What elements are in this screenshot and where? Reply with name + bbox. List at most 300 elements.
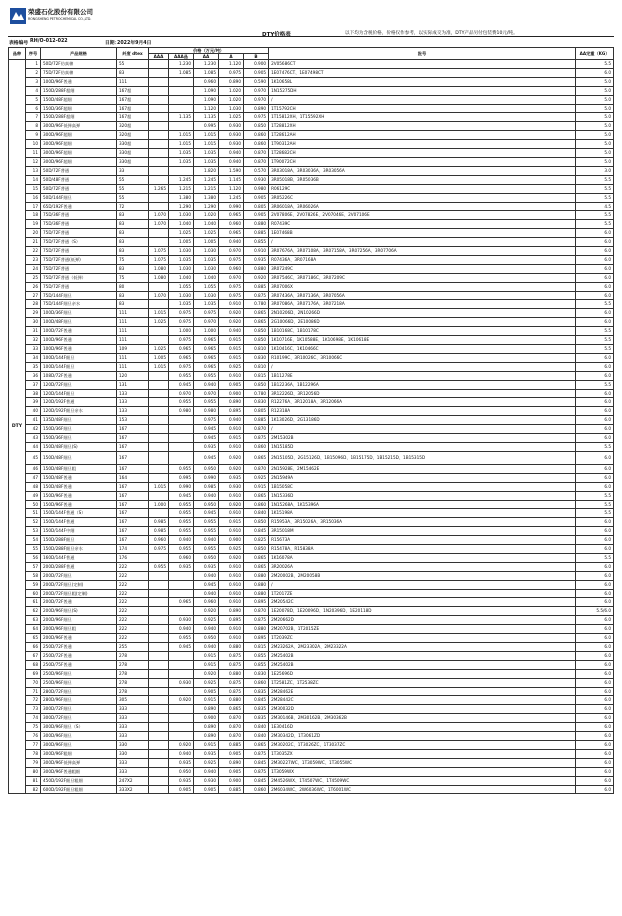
price-aaa-low: 0.970: [169, 389, 194, 398]
batch-numbers: 1K10716E、1K10588E、1K10698E、1K10618E: [269, 336, 576, 345]
aa-weight: 5.0: [576, 140, 614, 149]
product-name: 50D/144F细旦: [41, 193, 117, 202]
price-aaa-low: 1.085: [169, 68, 194, 77]
price-aa: 0.925: [194, 758, 219, 767]
price-aaa-low: 0.930: [169, 678, 194, 687]
aa-weight: 6.0: [576, 687, 614, 696]
table-row: [9, 491, 614, 500]
price-aaa: 0.955: [149, 562, 169, 571]
price-b: 0.885: [244, 416, 269, 425]
product-name: 150D/48F细旦粗: [41, 464, 117, 473]
price-aaa-low: 1.030: [169, 211, 194, 220]
table-row: [9, 327, 614, 336]
price-b: 0.805: [244, 407, 269, 416]
batch-numbers: 3R03018A、3R03036A、3R03056A: [269, 166, 576, 175]
table-row: [9, 104, 614, 113]
batch-numbers: 1T90072CH: [269, 157, 576, 166]
aa-weight: 5.5: [576, 491, 614, 500]
row-index: 57: [26, 562, 41, 571]
price-b: 0.860: [244, 500, 269, 509]
aa-weight: 5.0: [576, 95, 614, 104]
price-a: 0.875: [219, 678, 244, 687]
dtex-value: 330超: [117, 157, 149, 166]
product-name: 600D/192F细旦粗细: [41, 785, 117, 794]
price-aa: 0.980: [194, 407, 219, 416]
aa-weight: 6.0: [576, 464, 614, 473]
price-aa: 1.015: [194, 140, 219, 149]
dtex-value: 167: [117, 442, 149, 451]
col-aaa: AAA: [149, 54, 169, 60]
product-name: 200D/96F细旦(S): [41, 607, 117, 616]
dtex-value: 320超: [117, 131, 149, 140]
table-row: [9, 398, 614, 407]
table-row: [9, 723, 614, 732]
product-name: 150D/36F细旦: [41, 425, 117, 434]
product-name: 150D/48F超细: [41, 95, 117, 104]
price-b: 0.915: [244, 482, 269, 491]
row-index: 39: [26, 398, 41, 407]
row-index: 25: [26, 273, 41, 282]
dtex-value: 167超: [117, 95, 149, 104]
price-a: 0.885: [219, 785, 244, 794]
dtex-value: 167超: [117, 104, 149, 113]
dtex-value: 33: [117, 166, 149, 175]
price-aaa-low: 1.040: [169, 273, 194, 282]
row-index: 34: [26, 353, 41, 362]
price-aaa-low: [169, 732, 194, 741]
price-aaa: [149, 705, 169, 714]
price-aaa: [149, 758, 169, 767]
aa-weight: 6.0: [576, 589, 614, 598]
price-aa: 0.940: [194, 643, 219, 652]
dtex-value: 153: [117, 416, 149, 425]
price-aa: 1.040: [194, 220, 219, 229]
row-index: 80: [26, 767, 41, 776]
aa-weight: 6.0: [576, 473, 614, 482]
batch-numbers: R12318A: [269, 407, 576, 416]
dtex-value: 222: [117, 625, 149, 634]
col-price-group: 价格（万元/吨）: [149, 48, 269, 54]
batch-numbers: 1N15336D: [269, 491, 576, 500]
price-aaa: [149, 86, 169, 95]
row-index: 24: [26, 264, 41, 273]
batch-numbers: 2M25402B: [269, 651, 576, 660]
price-b: 0.865: [244, 451, 269, 464]
aa-weight: 6.0: [576, 723, 614, 732]
table-row: [9, 545, 614, 554]
price-aa: 0.960: [194, 598, 219, 607]
price-b: 0.855: [244, 651, 269, 660]
price-table-body: [9, 60, 614, 794]
dtex-value: 111: [117, 362, 149, 371]
col-aa: AA: [194, 54, 219, 60]
price-aaa: [149, 131, 169, 140]
price-aaa: [149, 509, 169, 518]
price-aaa: [149, 380, 169, 389]
price-a: 0.930: [219, 122, 244, 131]
price-b: 0.815: [244, 643, 269, 652]
price-b: 0.865: [244, 491, 269, 500]
price-b: 0.570: [244, 166, 269, 175]
row-index: 36: [26, 371, 41, 380]
product-name: 50D/48F普通: [41, 175, 117, 184]
row-index: 2: [26, 68, 41, 77]
price-aaa: [149, 389, 169, 398]
price-aaa-low: 1.025: [169, 229, 194, 238]
price-b: 0.905: [244, 68, 269, 77]
batch-numbers: 2M6034WC、2W6036WC、1T6001WC: [269, 785, 576, 794]
price-aaa: [149, 643, 169, 652]
price-aaa: [149, 767, 169, 776]
product-name: 108D/72F普通: [41, 371, 117, 380]
row-index: 78: [26, 749, 41, 758]
price-aaa: 1.015: [149, 309, 169, 318]
price-aaa-low: 1.035: [169, 300, 194, 309]
price-aaa-low: [169, 660, 194, 669]
price-aaa: [149, 104, 169, 113]
table-row: [9, 785, 614, 794]
price-aaa-low: 1.290: [169, 202, 194, 211]
batch-numbers: 1B12236A、1B12296A: [269, 380, 576, 389]
aa-weight: 5.5: [576, 211, 614, 220]
table-row: [9, 553, 614, 562]
dtex-value: 167: [117, 491, 149, 500]
price-aaa-low: [169, 580, 194, 589]
price-b: 0.845: [244, 696, 269, 705]
price-b: 0.830: [244, 353, 269, 362]
dtex-value: 83: [117, 220, 149, 229]
price-aa: 0.970: [194, 318, 219, 327]
row-index: 46: [26, 464, 41, 473]
price-aaa-low: 0.940: [169, 749, 194, 758]
aa-weight: 6.0: [576, 714, 614, 723]
batch-numbers: 1E07476CT、1E07498CT: [269, 68, 576, 77]
aa-weight: 6.0: [576, 625, 614, 634]
batch-numbers: 3R12226D、3R12056D: [269, 389, 576, 398]
price-aaa: 1.075: [149, 247, 169, 256]
product-name: 300D/96F低弹高弹: [41, 122, 117, 131]
batch-numbers: 3R07546C、3R07186C、3R07209C: [269, 273, 576, 282]
aa-weight: 6.0: [576, 273, 614, 282]
price-a: 0.990: [219, 202, 244, 211]
dtex-value: 222: [117, 616, 149, 625]
col-batch: 批号: [269, 48, 576, 60]
product-name: 75D/144F细旦亲水: [41, 300, 117, 309]
price-aa: 0.925: [194, 616, 219, 625]
table-row: [9, 500, 614, 509]
aa-weight: 6.0: [576, 785, 614, 794]
product-name: 75D/72F普通: [41, 229, 117, 238]
product-name: 75D/36F普通: [41, 211, 117, 220]
table-row: [9, 518, 614, 527]
aa-weight: 6.0: [576, 580, 614, 589]
table-row: [9, 157, 614, 166]
price-aaa: [149, 669, 169, 678]
row-index: 29: [26, 309, 41, 318]
price-a: 0.925: [219, 545, 244, 554]
row-index: 55: [26, 545, 41, 554]
price-aa: 0.940: [194, 536, 219, 545]
aa-weight: 6.0: [576, 651, 614, 660]
product-name: 250D/75F普通: [41, 660, 117, 669]
product-name: 120D/72F细旦: [41, 380, 117, 389]
aa-weight: 6.0: [576, 669, 614, 678]
aa-weight: 6.0: [576, 634, 614, 643]
price-aa: 0.930: [194, 776, 219, 785]
price-a: 0.960: [219, 220, 244, 229]
price-aaa-low: [169, 451, 194, 464]
dtex-value: 83: [117, 238, 149, 247]
price-aaa-low: 0.945: [169, 380, 194, 389]
price-aaa: [149, 113, 169, 122]
price-aaa: [149, 122, 169, 131]
price-aaa: 1.025: [149, 318, 169, 327]
aa-weight: 5.5: [576, 220, 614, 229]
price-aa: 0.935: [194, 442, 219, 451]
dtex-value: 222: [117, 598, 149, 607]
dtex-value: 333X2: [117, 785, 149, 794]
price-aaa-low: [169, 442, 194, 451]
price-aaa: [149, 580, 169, 589]
row-index: 59: [26, 580, 41, 589]
batch-numbers: 2V05686CT: [269, 60, 576, 69]
table-row: [9, 669, 614, 678]
price-b: 0.810: [244, 345, 269, 354]
price-aaa: [149, 589, 169, 598]
table-row: [9, 740, 614, 749]
price-a: 0.940: [219, 157, 244, 166]
row-index: 28: [26, 300, 41, 309]
dtex-value: 222: [117, 580, 149, 589]
table-row: [9, 580, 614, 589]
price-aa: 1.820: [194, 166, 219, 175]
batch-numbers: 2M20662D: [269, 616, 576, 625]
price-a: 0.920: [219, 309, 244, 318]
row-index: 68: [26, 660, 41, 669]
product-name: 280D/96F细旦: [41, 696, 117, 705]
table-row: [9, 434, 614, 443]
price-a: 0.925: [219, 362, 244, 371]
row-index: 71: [26, 687, 41, 696]
dtex-value: 333: [117, 714, 149, 723]
price-aa: 0.935: [194, 562, 219, 571]
aa-weight: 5.0: [576, 122, 614, 131]
price-aaa-low: [169, 95, 194, 104]
table-row: [9, 536, 614, 545]
table-row: [9, 318, 614, 327]
product-name: 75D/72F普通: [41, 282, 117, 291]
price-aa: 0.940: [194, 625, 219, 634]
batch-numbers: 1T28612AH: [269, 131, 576, 140]
table-row: [9, 389, 614, 398]
price-b: 0.855: [244, 238, 269, 247]
aa-weight: 5.5: [576, 193, 614, 202]
price-a: 0.975: [219, 68, 244, 77]
price-aa: 0.950: [194, 500, 219, 509]
price-aa: 0.950: [194, 464, 219, 473]
aa-weight: 5.5: [576, 380, 614, 389]
product-name: 200D/96F细旦粗: [41, 625, 117, 634]
row-index: 31: [26, 327, 41, 336]
aa-weight: 5.5: [576, 509, 614, 518]
dtex-value: 167: [117, 509, 149, 518]
price-aaa: [149, 464, 169, 473]
price-b: 0.865: [244, 309, 269, 318]
aa-weight: 3.0: [576, 166, 614, 175]
price-b: 0.875: [244, 749, 269, 758]
price-aaa: 1.025: [149, 345, 169, 354]
dtex-value: 278: [117, 660, 149, 669]
batch-numbers: 2N10206D、2N10266D: [269, 309, 576, 318]
company-logo-icon: [10, 8, 26, 24]
table-row: [9, 166, 614, 175]
price-aaa-low: 1.000: [169, 327, 194, 336]
price-b: 0.870: [244, 464, 269, 473]
table-row: [9, 86, 614, 95]
dtex-value: 167: [117, 425, 149, 434]
product-name: 300D/96F细旦: [41, 732, 117, 741]
col-b: B: [244, 54, 269, 60]
row-index: 27: [26, 291, 41, 300]
price-aaa-low: [169, 166, 194, 175]
price-b: 0.895: [244, 634, 269, 643]
price-aa: 0.970: [194, 389, 219, 398]
price-aaa: 1.000: [149, 500, 169, 509]
product-name: 100D/144F细旦: [41, 353, 117, 362]
price-aaa-low: 0.935: [169, 758, 194, 767]
table-row: [9, 425, 614, 434]
price-b: 0.865: [244, 318, 269, 327]
price-aaa: [149, 660, 169, 669]
row-index: 40: [26, 407, 41, 416]
row-index: 6: [26, 104, 41, 113]
dtex-value: 111: [117, 327, 149, 336]
table-row: [9, 407, 614, 416]
row-index: 23: [26, 255, 41, 264]
price-aaa: [149, 732, 169, 741]
aa-weight: 6.0: [576, 434, 614, 443]
price-aaa-low: [169, 669, 194, 678]
price-a: 0.915: [219, 434, 244, 443]
price-aaa: 1.070: [149, 291, 169, 300]
product-name: 100D/36F细旦: [41, 309, 117, 318]
price-a: 0.880: [219, 696, 244, 705]
row-index: 33: [26, 345, 41, 354]
price-a: 0.910: [219, 442, 244, 451]
price-aa: 1.000: [194, 327, 219, 336]
price-b: 0.850: [244, 545, 269, 554]
aa-weight: 5.5: [576, 553, 614, 562]
price-a: 0.900: [219, 389, 244, 398]
price-aaa-low: [169, 571, 194, 580]
product-name: 50D/72F普通: [41, 166, 117, 175]
price-a: 1.590: [219, 166, 244, 175]
price-a: 0.910: [219, 634, 244, 643]
price-aa: 1.380: [194, 193, 219, 202]
row-index: 79: [26, 758, 41, 767]
aa-weight: 4.5: [576, 202, 614, 211]
price-a: 0.890: [219, 77, 244, 86]
table-row: [9, 247, 614, 256]
price-table: [8, 47, 614, 794]
price-a: 0.915: [219, 518, 244, 527]
price-aaa: [149, 491, 169, 500]
price-aaa: [149, 140, 169, 149]
aa-weight: 6.0: [576, 643, 614, 652]
price-aa: 0.945: [194, 434, 219, 443]
product-name: 100D/96F普通: [41, 336, 117, 345]
price-aaa-low: 1.015: [169, 140, 194, 149]
table-row: [9, 714, 614, 723]
row-index: 11: [26, 149, 41, 158]
price-aa: 0.955: [194, 545, 219, 554]
price-aa: 1.040: [194, 273, 219, 282]
aa-weight: 5.5: [576, 300, 614, 309]
price-b: 0.865: [244, 553, 269, 562]
product-name: 150D/144F普通: [41, 518, 117, 527]
price-aa: 1.290: [194, 202, 219, 211]
price-aaa-low: 1.030: [169, 291, 194, 300]
table-row: [9, 371, 614, 380]
price-b: 0.930: [244, 175, 269, 184]
price-a: 0.900: [219, 536, 244, 545]
price-aa: 0.950: [194, 553, 219, 562]
table-row: [9, 229, 614, 238]
aa-weight: 6.0: [576, 451, 614, 464]
dtex-value: 333: [117, 767, 149, 776]
price-aaa: 1.080: [149, 273, 169, 282]
table-row: [9, 767, 614, 776]
price-aaa-low: [169, 651, 194, 660]
price-b: 0.810: [244, 362, 269, 371]
price-aa: 1.085: [194, 68, 219, 77]
row-index: 73: [26, 705, 41, 714]
table-row: [9, 193, 614, 202]
price-aaa-low: 0.975: [169, 336, 194, 345]
batch-numbers: 1K10416C、1K10466C: [269, 345, 576, 354]
price-aaa: [149, 327, 169, 336]
row-index: 62: [26, 607, 41, 616]
aa-weight: 5.5: [576, 175, 614, 184]
price-b: 0.845: [244, 527, 269, 536]
product-name: 100D/96F普通: [41, 77, 117, 86]
price-b: 0.880: [244, 220, 269, 229]
batch-numbers: 3R07249C: [269, 264, 576, 273]
price-aa: 0.945: [194, 580, 219, 589]
price-a: 1.145: [219, 175, 244, 184]
batch-numbers: 3R20026A: [269, 562, 576, 571]
price-aaa-low: 1.035: [169, 255, 194, 264]
dtex-value: 55: [117, 184, 149, 193]
price-a: 0.960: [219, 264, 244, 273]
product-name: 200D/96F普通: [41, 634, 117, 643]
price-aaa: [149, 336, 169, 345]
price-b: 0.840: [244, 509, 269, 518]
price-a: 0.870: [219, 732, 244, 741]
row-index: 51: [26, 509, 41, 518]
price-aaa: [149, 749, 169, 758]
row-index: 3: [26, 77, 41, 86]
price-a: 0.920: [219, 553, 244, 562]
dtex-value: 111: [117, 318, 149, 327]
aa-weight: 6.0: [576, 740, 614, 749]
price-a: 0.875: [219, 660, 244, 669]
price-aa: 1.245: [194, 175, 219, 184]
price-aaa: [149, 300, 169, 309]
price-a: 0.910: [219, 509, 244, 518]
aa-weight: 5.0: [576, 149, 614, 158]
price-aaa: [149, 229, 169, 238]
